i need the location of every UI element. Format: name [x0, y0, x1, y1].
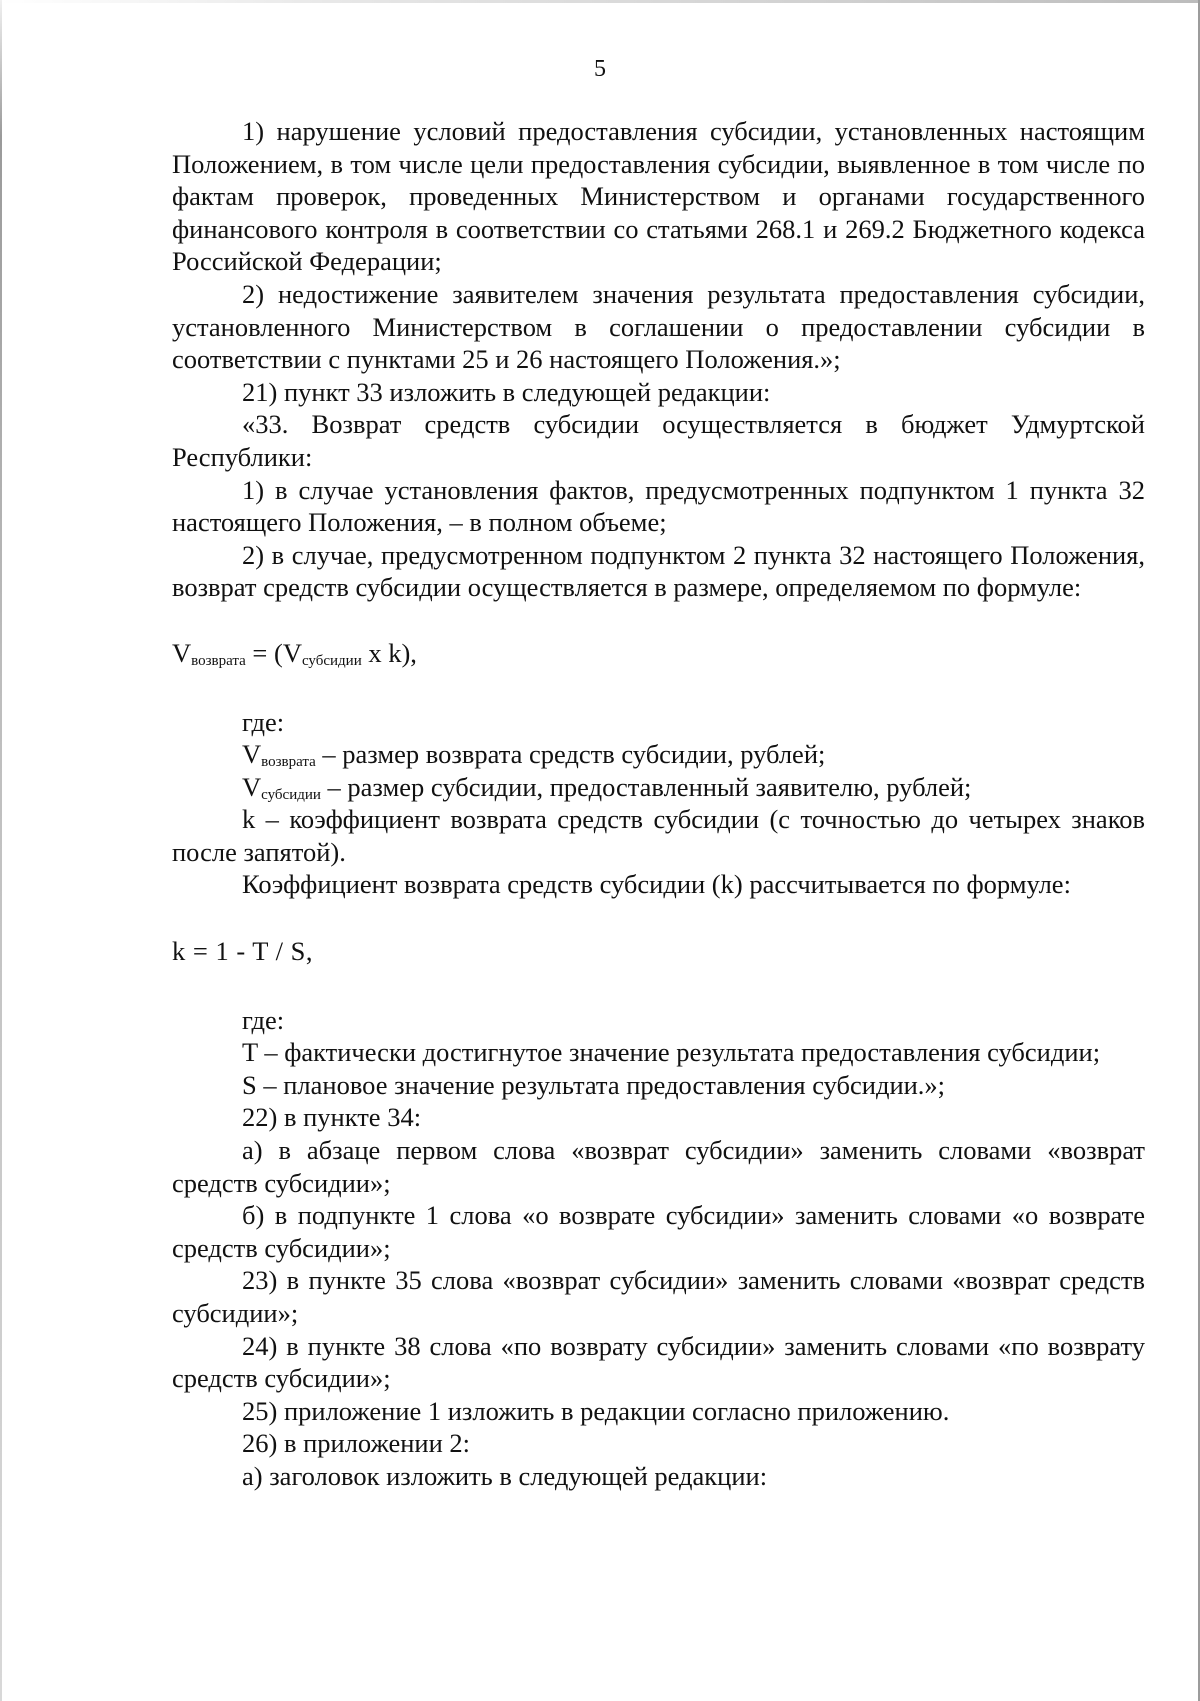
document-body: [172, 115, 1145, 1493]
definition-s: S – плановое значение результата предоставления субсидии.»;: [242, 1069, 946, 1100]
paragraph: 2) в случае, предусмотренном подпунктом 2 пункта 32 настоящего Положения, возврат средств субсидии осуществляется в размере, определяемом по формуле:: [172, 539, 1145, 603]
paragraph: 22) в пункте 34:: [242, 1102, 422, 1133]
paragraph: б) в подпункте 1 слова «о возврате субсидии» заменить словами «о возврате средств субсидии»;: [172, 1200, 1145, 1263]
paragraph: «33. Возврат средств субсидии осуществляется в бюджет Удмуртской Республики:: [172, 409, 1145, 472]
paragraph: 23) в пункте 35 слова «возврат субсидии» заменить словами «возврат средств субсидии»;: [172, 1265, 1145, 1328]
paragraph: а) заголовок изложить в следующей редакции:: [242, 1460, 768, 1491]
definition-t: T – фактически достигнутое значение результата предоставления субсидии;: [242, 1037, 1101, 1068]
definition-k: k – коэффициент возврата средств субсидии (с точностью до четырех знаков после запятой).: [172, 804, 1145, 867]
coefficient-intro: Коэффициент возврата средств субсидии (k) рассчитывается по формуле:: [242, 869, 1071, 900]
formula-coefficient: k = 1 - T / S,: [172, 936, 313, 967]
definition-v-subsidy: $V_{субсидии}$ – размер субсидии, предоставленный заявителю, рублей;: [242, 771, 972, 803]
where-label: где:: [242, 706, 285, 737]
paragraph: 24) в пункте 38 слова «по возврату субсидии» заменить словами «по возврату средств субсидии»;: [172, 1330, 1145, 1394]
where-label: где:: [242, 1004, 285, 1035]
formula-return-amount: $V_{возврата} = (V_{субсидии}$ x k),: [172, 637, 417, 669]
paragraph: а) в абзаце первом слова «возврат субсидии» заменить словами «возврат средств субсидии»;: [172, 1135, 1145, 1198]
page-number: 5: [594, 56, 606, 82]
paragraph: 1) нарушение условий предоставления субсидии, установленных настоящим Положением, в том числе цели предоставления субсидии, выявленное в том числе по фактам проверок, проведенных Министерством и органами государственного финансового контроля в соответствии со статьями 268.1 и 269.2 Бюджетного кодекса Российской Федерации;: [172, 116, 1145, 277]
paragraph: 1) в случае установления фактов, предусмотренных подпунктом 1 пункта 32 настоящего Положения, – в полном объеме;: [172, 474, 1145, 538]
scan-edge-top: [0, 0, 1200, 3]
paragraph: 25) приложение 1 изложить в редакции согласно приложению.: [242, 1395, 950, 1426]
definition-v-return: $V_{возврата}$ – размер возврата средств субсидии, рублей;: [242, 739, 826, 771]
paragraph: 2) недостижение заявителем значения результата предоставления субсидии, установленного Министерством в соглашении о предоставлении субсидии в соответствии с пунктами 25 и 26 настоящего Положения.»;: [172, 278, 1145, 375]
paragraph: 26) в приложении 2:: [242, 1428, 471, 1459]
scan-edge-left: [0, 0, 2, 1701]
paragraph: 21) пункт 33 изложить в следующей редакции:: [242, 376, 771, 407]
